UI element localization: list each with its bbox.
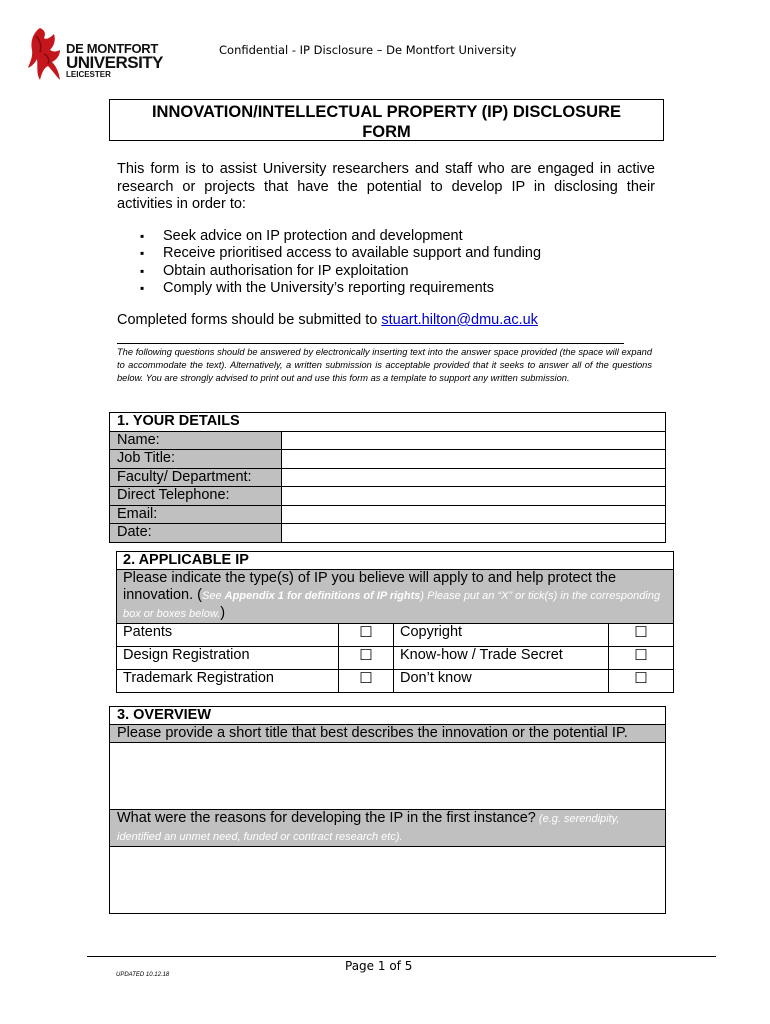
trademark-checkbox[interactable]: ☐	[339, 670, 394, 693]
ip-hint-rest: ) Please put an “X” or tick(s) in the corresponding box or boxes below.	[123, 590, 661, 620]
field-label-date: Date:	[110, 524, 282, 543]
footer-divider	[87, 956, 716, 957]
intro-paragraph: This form is to assist University researchers and staff who are engaged in active research or projects that have the potential to develop IP in disclosing their activities in order to:	[117, 161, 655, 212]
copyright-checkbox[interactable]: ☐	[609, 624, 674, 647]
university-logo	[26, 24, 186, 84]
patents-checkbox[interactable]: ☐	[339, 624, 394, 647]
option-label-trademark: Trademark Registration	[117, 670, 339, 693]
ip-hint-close: )	[220, 605, 226, 621]
ip-hint-see: See	[202, 590, 225, 602]
logo-text-line3: LEICESTER	[66, 70, 111, 79]
list-item: ▪ Receive prioritised access to available support and funding	[140, 245, 541, 262]
form-title-line2: FORM	[362, 123, 411, 141]
reasons-answer-field[interactable]	[110, 847, 666, 914]
option-label-dont-know: Don’t know	[394, 670, 609, 693]
submission-line	[117, 312, 538, 328]
list-item: ▪ Comply with the University’s reporting requirements	[140, 280, 541, 297]
telephone-field[interactable]	[282, 487, 666, 506]
faculty-field[interactable]	[282, 468, 666, 487]
question-short-title: Please provide a short title that best describes the innovation or the potential IP.	[110, 725, 666, 743]
option-label-patents: Patents	[117, 624, 339, 647]
page-number: Page 1 of 5	[345, 959, 413, 973]
option-label-know-how: Know-how / Trade Secret	[394, 647, 609, 670]
running-header: Confidential - IP Disclosure – De Montfort University	[219, 43, 517, 57]
short-title-answer-field[interactable]	[110, 743, 666, 810]
divider	[117, 343, 624, 344]
overview-table	[109, 706, 666, 914]
ip-hint-bold: Appendix 1 for definitions of IP rights	[224, 590, 421, 602]
question-reasons-hint: (e.g. serendipity, identified an unmet need, funded or contract research etc).	[117, 813, 620, 843]
instructions-note: The following questions should be answered by electronically inserting text into the answer space provided (the space will expand to accommodate the text). Alternatively, a written submission is acceptable provided that it seeks to answer all of the questions below. You are strongly advised to print out and use this form as a template to support any written submission.	[117, 347, 652, 383]
applicable-ip-table	[116, 551, 674, 693]
know-how-checkbox[interactable]: ☐	[609, 647, 674, 670]
email-field[interactable]	[282, 505, 666, 524]
date-field[interactable]	[282, 524, 666, 543]
section-heading: 3. OVERVIEW	[110, 707, 666, 725]
logo-text-line2: UNIVERSITY	[66, 53, 164, 72]
section-heading: 1. YOUR DETAILS	[110, 413, 666, 432]
purpose-list	[140, 228, 541, 297]
submission-text: Completed forms should be submitted to	[117, 312, 382, 328]
field-label-name: Name:	[110, 431, 282, 450]
ip-hint-open: (	[193, 587, 202, 603]
your-details-table	[109, 412, 666, 543]
list-item: ▪ Obtain authorisation for IP exploitation	[140, 263, 541, 280]
form-title	[109, 99, 664, 141]
griffin-logo-icon	[26, 24, 64, 84]
field-label-telephone: Direct Telephone:	[110, 487, 282, 506]
field-label-faculty: Faculty/ Department:	[110, 468, 282, 487]
ip-prompt	[117, 570, 674, 624]
question-reasons-text: What were the reasons for developing the IP in the first instance?	[117, 810, 536, 826]
field-label-email: Email:	[110, 505, 282, 524]
list-item: ▪ Seek advice on IP protection and development	[140, 228, 541, 245]
form-title-line1: INNOVATION/INTELLECTUAL PROPERTY (IP) DISCLOSURE	[151, 103, 622, 121]
contact-email-link[interactable]: stuart.hilton@dmu.ac.uk	[381, 312, 538, 328]
ip-hint	[123, 590, 660, 620]
job-title-field[interactable]	[282, 450, 666, 469]
updated-date: UPDATED 10.12.18	[116, 972, 170, 978]
design-registration-checkbox[interactable]: ☐	[339, 647, 394, 670]
option-label-copyright: Copyright	[394, 624, 609, 647]
field-label-job-title: Job Title:	[110, 450, 282, 469]
option-label-design-registration: Design Registration	[117, 647, 339, 670]
logo-text-line1: DE MONTFORT	[66, 41, 159, 56]
name-field[interactable]	[282, 431, 666, 450]
question-reasons	[110, 810, 666, 847]
ip-prompt-text: Please indicate the type(s) of IP you believe will apply to and help protect the innovation.	[123, 570, 617, 603]
section-heading: 2. APPLICABLE IP	[117, 552, 674, 570]
dont-know-checkbox[interactable]: ☐	[609, 670, 674, 693]
